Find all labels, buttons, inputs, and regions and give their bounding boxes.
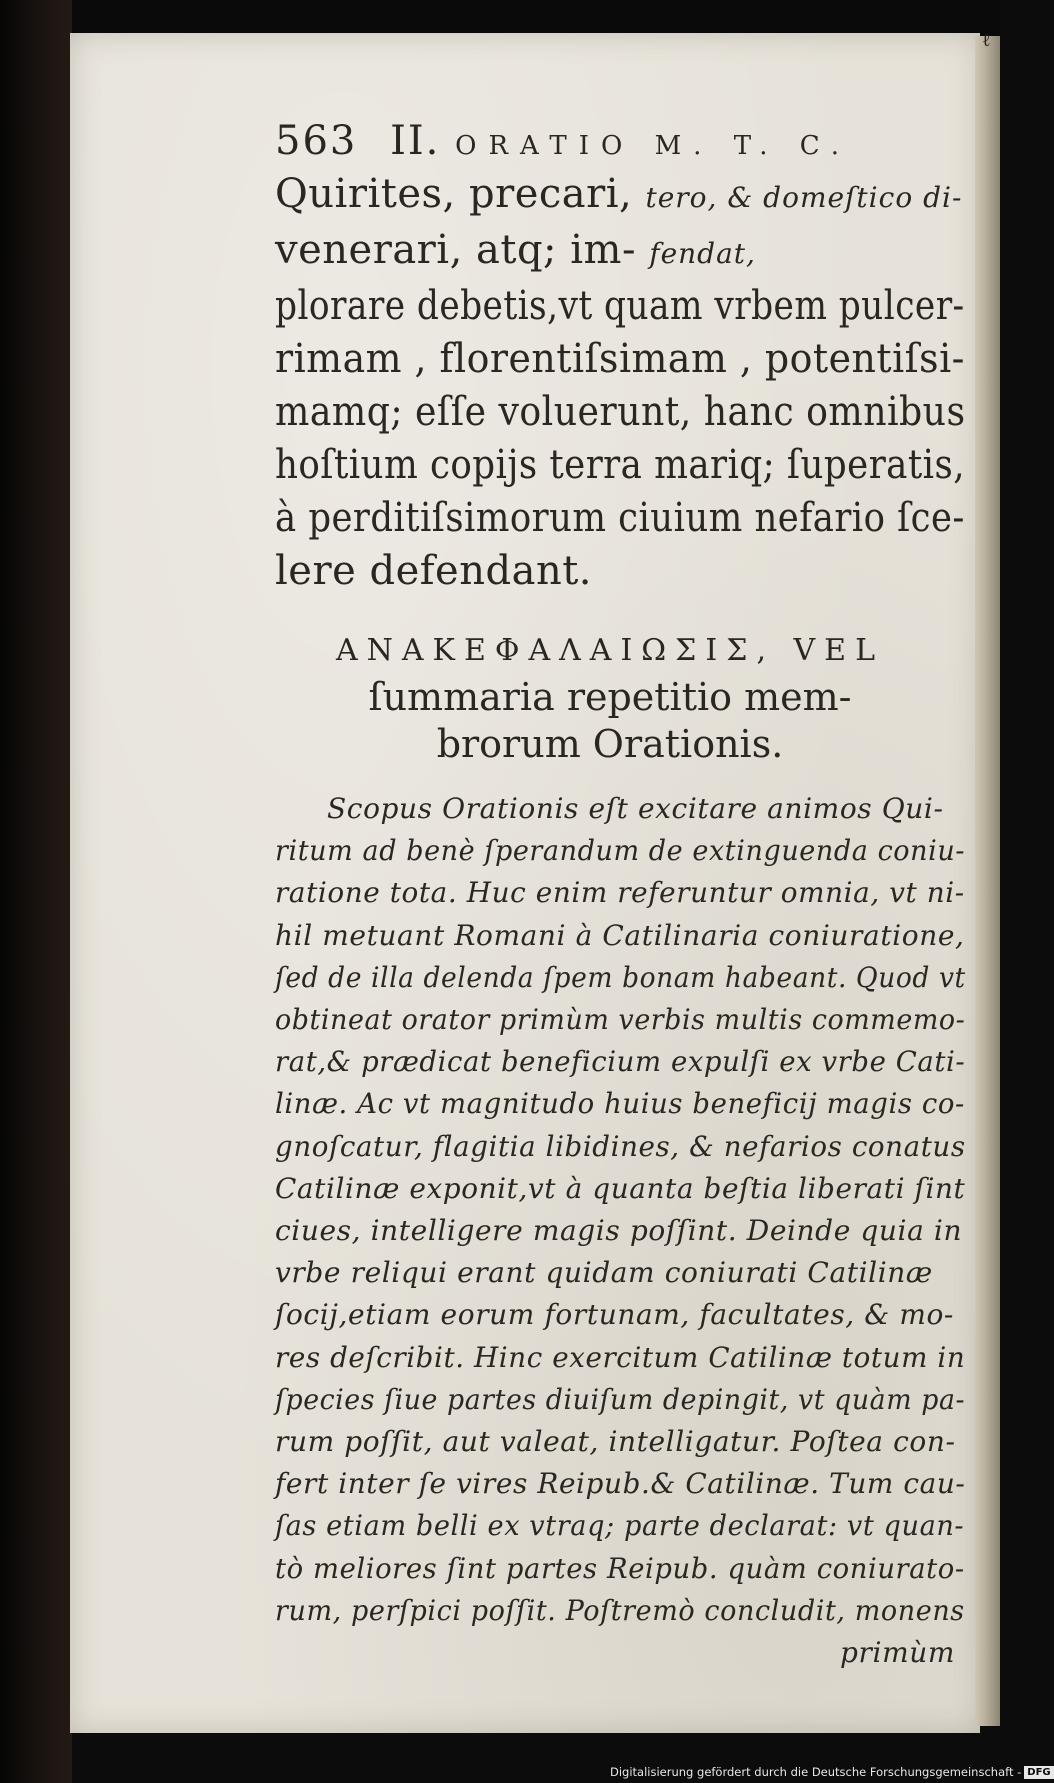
text-line: lere defendant. [275, 548, 592, 594]
book-binding-shadow [0, 0, 72, 1783]
text-line: rat,& prædicat beneficium expulſi ex vrbe Cati- [275, 1045, 966, 1079]
page-text [275, 118, 965, 1674]
text-line: obtineat orator primùm verbis multis commemo- [275, 1003, 966, 1037]
dfg-logo: DFG [1024, 1766, 1053, 1779]
text-line: rum, perſpici poſſit. Poſtremò concludit, monens [275, 1593, 965, 1627]
text-line: fert inter ſe vires Reipub.& Catilinæ. Tum cau- [275, 1467, 966, 1501]
page-edge [975, 36, 1000, 1726]
text-line: ſed de illa delenda ſpem bonam habeant. Quod vt [275, 960, 966, 994]
header-title-main: II. [390, 118, 441, 164]
header-title-rest: ORATIO M. T. C. [455, 131, 851, 161]
text-line: hoſtium copijs terra mariq; ſuperatis, [275, 442, 966, 488]
page-number: 563 [275, 118, 358, 164]
text-line: rum poſſit, aut valeat, intelligatur. Poſtea con- [275, 1425, 956, 1459]
text-line: ſocij,etiam eorum fortunam, facultates, & mo- [275, 1298, 954, 1332]
text-line: à perditiſsimorum ciuium nefario ſce- [275, 495, 965, 541]
text-line: hil metuant Romani à Catilinaria coniuratione, [275, 918, 965, 952]
text-line: linæ. Ac vt magnitudo huius beneficij magis co- [275, 1087, 965, 1121]
text-line: tò meliores ſint partes Reipub. quàm coniurato- [275, 1551, 965, 1585]
text-line: plorare debetis,vt quam vrbem pulcer- [275, 283, 965, 329]
main-text: Quirites, precari, [275, 171, 633, 217]
roman-text [275, 168, 965, 598]
text-line: ritum ad benè ſperandum de extinguenda coniu- [275, 834, 966, 868]
text-line: rimam , florentiſsimam , potentiſsi- [275, 336, 965, 382]
footer-text: Digitalisierung gefördert durch die Deutsche Forschungsgemeinschaft - [610, 1765, 1022, 1779]
text-line [275, 168, 965, 224]
greek-heading: ΑΝΑΚΕΦΑΛΑΙΩΣΙΣ, VEL [335, 633, 885, 668]
text-line: Catilinæ exponit,vt à quanta beſtia liberati ſint [275, 1171, 966, 1205]
running-header [275, 118, 965, 164]
marginal-text: fendat, [649, 237, 756, 270]
heading-line: brorum Orationis. [436, 722, 784, 766]
main-text: venerari, atq; im- [275, 227, 636, 273]
text-line: ſas etiam belli ex vtraq; parte declarat: vt quan- [275, 1509, 965, 1543]
heading-line: ſummaria repetitio mem- [368, 675, 852, 719]
summary-paragraph [275, 788, 965, 1674]
text-line [275, 224, 965, 280]
text-line: res deſcribit. Hinc exercitum Catilinæ totum in [275, 1340, 966, 1374]
text-line: Scopus Orationis eſt excitare animos Qui- [327, 792, 944, 825]
digitization-footer [610, 1763, 1054, 1781]
text-line: gnoſcatur, flagitia libidines, & nefarios conatus [275, 1129, 966, 1163]
marginal-text: tero, & domeſtico di- [645, 181, 963, 214]
text-line: ratione tota. Huc enim referuntur omnia, vt ni- [275, 876, 965, 910]
scan-top-border [0, 0, 1000, 36]
edge-mark: ℓ [982, 30, 991, 51]
section-heading [255, 628, 965, 768]
catchword: primùm [840, 1636, 955, 1670]
text-line: ciues, intelligere magis poſſint. Deinde quia in [275, 1214, 963, 1248]
text-line: ſpecies ſiue partes diuiſum depingit, vt quàm pa- [275, 1382, 966, 1416]
text-line: vrbe reliqui erant quidam coniurati Catilinæ [275, 1256, 933, 1290]
text-line: mamq; eſſe voluerunt, hanc omnibus [275, 389, 966, 435]
